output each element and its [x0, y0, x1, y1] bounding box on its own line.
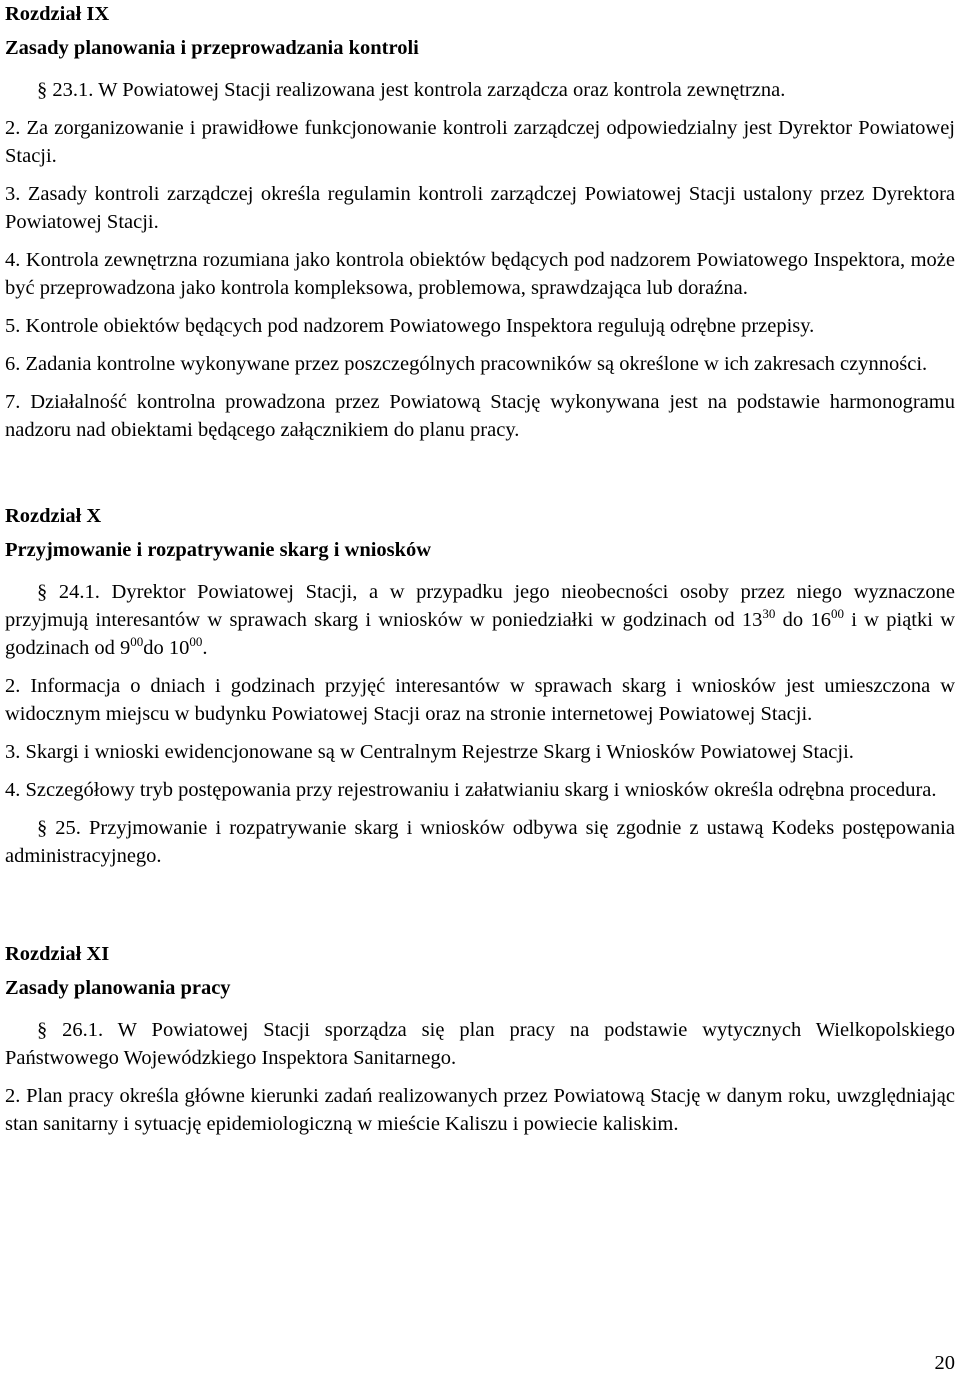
paragraph-24-3: 3. Skargi i wnioski ewidencjonowane są w Centralnym Rejestrze Skarg i Wniosków Powiatowej Stacji. [5, 741, 854, 763]
document-page [5, 0, 955, 1138]
paragraph-25: § 25. Przyjmowanie i rozpatrywanie skarg i wniosków odbywa się zgodnie z ustawą Kodeks postępowania administracyjnego. [5, 817, 955, 867]
section-gap [5, 444, 955, 486]
paragraph-23-1: § 23.1. W Powiatowej Stacji realizowana jest kontrola zarządcza oraz kontrola zewnętrzna. [37, 79, 786, 101]
paragraph-24-2: 2. Informacja o dniach i godzinach przyjęć interesantów w sprawach skarg i wniosków jest umieszczona w widocznym miejscu w budynku Powiatowej Stacji oraz na stronie internetowej Powiatowej Stacji. [5, 675, 955, 725]
time-superscript: 00 [189, 634, 203, 649]
time-superscript: 30 [762, 606, 776, 621]
paragraph-23-2: 2. Za zorganizowanie i prawidłowe funkcjonowanie kontroli zarządczej odpowiedzialny jest Dyrektor Powiatowej Stacji. [5, 117, 955, 167]
paragraph-24-1-text-b: do 16 [775, 609, 831, 631]
paragraph-26-1: § 26.1. W Powiatowej Stacji sporządza się plan pracy na podstawie wytycznych Wielkopolskiego Państwowego Wojewódzkiego Inspektora Sanitarnego. [5, 1019, 955, 1069]
paragraph-23-3: 3. Zasady kontroli zarządczej określa regulamin kontroli zarządczej Powiatowej Stacji ustalony przez Dyrektora Powiatowej Stacji. [5, 183, 955, 233]
paragraph-23-5: 5. Kontrole obiektów będących pod nadzorem Powiatowego Inspektora regulują odrębne przepisy. [5, 315, 815, 337]
paragraph-24-1-text-e: . [202, 637, 208, 659]
paragraph-26-2: 2. Plan pracy określa główne kierunki zadań realizowanych przez Powiatową Stację w danym roku, uwzględniając stan sanitarny i sytuację epidemiologiczną w mieście Kaliszu i powiecie kaliskim. [5, 1085, 955, 1135]
chapter-9-subtitle: Zasady planowania i przeprowadzania kontroli [5, 37, 419, 59]
paragraph-24-1 [5, 578, 955, 662]
chapter-10-subtitle: Przyjmowanie i rozpatrywanie skarg i wniosków [5, 539, 432, 561]
paragraph-23-4: 4. Kontrola zewnętrzna rozumiana jako kontrola obiektów będących pod nadzorem Powiatowego Inspektora, może być przeprowadzona jako kontrola kompleksowa, problemowa, sprawdzająca lub doraźna. [5, 249, 955, 299]
time-superscript: 00 [130, 634, 144, 649]
paragraph-23-6: 6. Zadania kontrolne wykonywane przez poszczególnych pracowników są określone w ich zakresach czynności. [5, 353, 928, 375]
chapter-11-subtitle: Zasady planowania pracy [5, 977, 231, 999]
paragraph-24-1-text-d: do 10 [143, 637, 190, 659]
paragraph-24-4: 4. Szczegółowy tryb postępowania przy rejestrowaniu i załatwianiu skarg i wniosków określa odrębna procedura. [5, 779, 937, 801]
paragraph-23-7: 7. Działalność kontrolna prowadzona przez Powiatową Stację wykonywana jest na podstawie harmonogramu nadzoru nad obiektami będącego załącznikiem do planu pracy. [5, 391, 955, 441]
paragraph-24-1-text-a: § 24.1. Dyrektor Powiatowej Stacji, a w przypadku jego nieobecności osoby przez niego wyznaczone przyjmują interesantów w sprawach skarg i wniosków w poniedziałki w godzinach od 13 [5, 581, 955, 631]
chapter-11-title: Rozdział XI [5, 943, 110, 965]
paragraph-24-1-text-c: i w piątki w godzinach od 9 [5, 609, 955, 659]
page-number: 20 [934, 1352, 955, 1374]
time-superscript: 00 [830, 606, 844, 621]
chapter-10-title: Rozdział X [5, 505, 102, 527]
chapter-9-title: Rozdział IX [5, 3, 110, 25]
section-gap [5, 870, 955, 924]
